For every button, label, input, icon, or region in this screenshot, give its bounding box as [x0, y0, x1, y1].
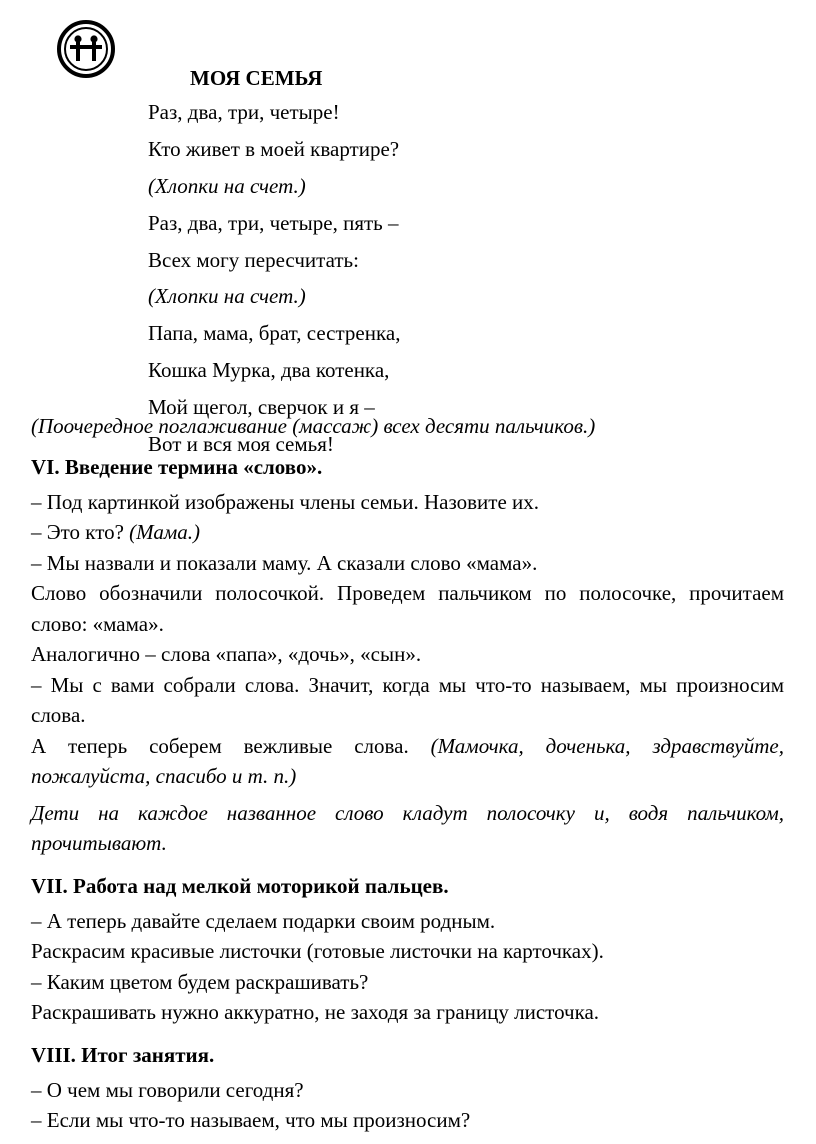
- paragraph: [31, 731, 784, 792]
- poem-title: МОЯ СЕМЬЯ: [190, 66, 323, 90]
- paragraph-italic: (Мамочка, доченька, здравствуйте, пожалуйста, спасибо и т. п.): [31, 733, 784, 788]
- poem-line: Кошка Мурка, два котенка,: [148, 358, 390, 383]
- poem-note: (Поочередное поглаживание (массаж) всех десяти пальчиков.): [31, 414, 596, 438]
- poem-line: Мой щегол, сверчок и я –: [148, 395, 375, 420]
- paragraph-text: А теперь соберем вежливые слова.: [31, 733, 431, 758]
- paragraph: – О чем мы говорили сегодня?: [31, 1077, 304, 1102]
- poem-line: Раз, два, три, четыре, пять –: [148, 210, 399, 235]
- paragraph: Раскрасим красивые листочки (готовые листочки на карточках).: [31, 939, 604, 963]
- paragraph: – А теперь давайте сделаем подарки своим родным.: [31, 908, 496, 933]
- paragraph: – Если мы что-то называем, что мы произносим?: [31, 1108, 471, 1132]
- paragraph: – Под картинкой изображены члены семьи. Назовите их.: [31, 489, 540, 514]
- paragraph: Аналогично – слова «папа», «дочь», «сын».: [31, 642, 422, 666]
- paragraph: Дети на каждое названное слово кладут полосочку и, водя пальчиком, прочитывают.: [31, 800, 784, 855]
- section-7-heading: VII. Работа над мелкой моторикой пальцев.: [31, 873, 449, 898]
- poem-line: Всех могу пересчитать:: [148, 247, 359, 272]
- poem-line: Кто живет в моей квартире?: [148, 136, 400, 161]
- paragraph: Раскрашивать нужно аккуратно, не заходя за границу листочка.: [31, 1000, 600, 1024]
- paragraph: – Мы назвали и показали маму. А сказали слово «мама».: [31, 550, 538, 575]
- section-8-heading: VIII. Итог занятия.: [31, 1042, 215, 1067]
- paragraph-text: – Это кто?: [31, 520, 130, 544]
- paragraph: Слово обозначили полосочкой. Проведем пальчиком по полосочке, прочитаем слово: «мама».: [31, 581, 784, 636]
- paragraph: – Мы с вами собрали слова. Значит, когда мы что-то называем, мы произносим слова.: [31, 672, 784, 727]
- document-body: [31, 411, 784, 1136]
- poem-line: (Хлопки на счет.): [148, 284, 306, 309]
- paragraph: – Каким цветом будем раскрашивать?: [31, 969, 369, 994]
- poem-line: Вот и вся моя семья!: [148, 432, 334, 457]
- poem-line: (Хлопки на счет.): [148, 173, 306, 198]
- poem-line: Раз, два, три, четыре!: [148, 100, 340, 124]
- two-figures-icon: [56, 18, 116, 80]
- poem-line: Папа, мама, брат, сестренка,: [148, 321, 401, 346]
- paragraph-italic: (Мама.): [129, 520, 201, 544]
- poem: [148, 94, 788, 463]
- paragraph: [31, 517, 784, 548]
- section-6-heading: VI. Введение термина «слово».: [31, 454, 323, 479]
